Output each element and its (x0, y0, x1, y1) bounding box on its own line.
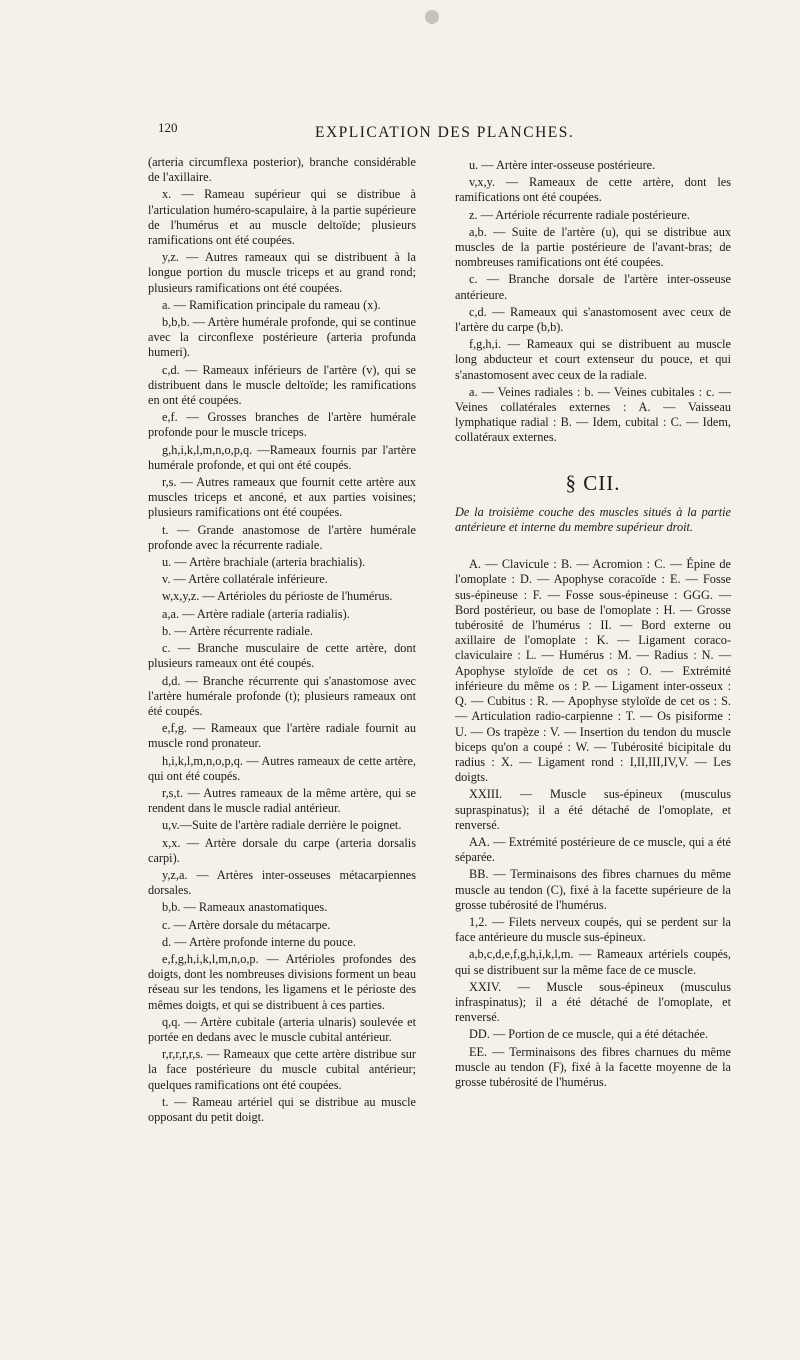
right-column (455, 158, 731, 1092)
paragraph: d,d. — Branche récurrente qui s'anastomose avec l'artère humérale profonde (t); plusieurs rameaux ont été coupés. (148, 673, 416, 718)
paragraph: AA. — Extrémité postérieure de ce muscle, qui a été séparée. (455, 834, 731, 865)
paragraph: x. — Rameau supérieur qui se distribue à l'articulation huméro-scapulaire, à la partie supérieure de l'humérus et au muscle deltoïde; plusieurs ramifications ont été coupées. (148, 187, 416, 248)
paragraph: y,z. — Autres rameaux qui se distribuent à la longue portion du muscle triceps et au grand rond; plusieurs ramifications ont été coupées. (148, 250, 416, 295)
section-caption: De la troisième couche des muscles situés à la partie antérieure et interne du membre supérieur droit. (455, 504, 731, 535)
paragraph: d. — Artère profonde interne du pouce. (162, 934, 356, 949)
paragraph: y,z,a. — Artères inter-osseuses métacarpiennes dorsales. (148, 867, 416, 898)
paragraph: w,x,y,z. — Artérioles du périoste de l'humérus. (162, 589, 393, 604)
paragraph: f,g,h,i. — Rameaux qui se distribuent au muscle long abducteur et court extenseur du pouce, et qui s'anastomosent avec ceux de la radiale. (455, 337, 731, 382)
paragraph: e,f. — Grosses branches de l'artère humérale profonde pour le muscle triceps. (148, 410, 416, 440)
paragraph: r,r,r,r,r,s. — Rameaux que cette artère distribue sur la face postérieure du muscle cubital antérieur; quelques ramifications ont été coupées. (148, 1047, 416, 1092)
paragraph: BB. — Terminaisons des fibres charnues du même muscle au tendon (C), fixé à la facette supérieure de la grosse tubérosité de l'humérus. (455, 867, 731, 912)
paragraph: v,x,y. — Rameaux de cette artère, dont les ramifications ont été coupées. (455, 175, 731, 205)
paragraph: g,h,i,k,l,m,n,o,p,q. —Rameaux fournis par l'artère humérale profonde, et qui ont été coupés. (148, 442, 416, 472)
paragraph: 1,2. — Filets nerveux coupés, qui se perdent sur la face antérieure du muscle sus-épineux. (455, 914, 731, 945)
page-number: 120 (158, 120, 178, 135)
paragraph: q,q. — Artère cubitale (arteria ulnaris) soulevée et portée en dedans avec le muscle cubital antérieur. (148, 1014, 416, 1044)
paragraph: u. — Artère inter-osseuse postérieure. (469, 158, 656, 172)
paragraph: EE. — Terminaisons des fibres charnues du même muscle au tendon (F), fixé à la facette moyenne de la grosse tubérosité de l'humérus. (455, 1044, 731, 1089)
paragraph: DD. — Portion de ce muscle, qui a été détachée. (469, 1027, 709, 1042)
paragraph: r,s,t. — Autres rameaux de la même artère, qui se rendent dans le muscle radial antérieur. (148, 785, 416, 816)
paragraph: e,f,g,h,i,k,l,m,n,o,p. — Artérioles profondes des doigts, dont les nombreuses divisions forment un beau réseau sur les tendons, les ligamens et le périoste des mêmes doigts, et qui se distribuent à ces parties. (148, 951, 416, 1012)
section-title: § CII. (565, 470, 621, 495)
paragraph: e,f,g. — Rameaux que l'artère radiale fournit au muscle rond pronateur. (148, 721, 416, 751)
paragraph: t. — Grande anastomose de l'artère humérale profonde avec la récurrente radiale. (148, 522, 416, 552)
paragraph: c. — Branche musculaire de cette artère, dont plusieurs rameaux ont été coupés. (148, 641, 416, 671)
left-column (148, 155, 416, 1127)
paragraph: a,a. — Artère radiale (arteria radialis). (162, 606, 350, 621)
paragraph: c. — Branche dorsale de l'artère inter-osseuse antérieure. (455, 272, 731, 302)
ink-smudge (425, 10, 439, 24)
paragraph: b. — Artère récurrente radiale. (162, 623, 313, 638)
paragraph: r,s. — Autres rameaux que fournit cette artère aux muscles triceps et anconé, et aux parties voisines; plusieurs ramifications ont été coupées. (148, 475, 416, 520)
running-head: EXPLICATION DES PLANCHES. (315, 124, 575, 141)
paragraph: h,i,k,l,m,n,o,p,q. — Autres rameaux de cette artère, qui ont été coupés. (148, 753, 416, 783)
paragraph: A. — Clavicule : B. — Acromion : C. — Épine de l'omoplate : D. — Apophyse coracoïde : E. — Fosse sus-épineuse : F. — Fosse sous-épineuse : GGG. — Bord postérieur, ou base de l'omoplate : H. — Grosse tubérosité de l'humérus : II. — Bord externe ou axillaire de l'omoplate : K. — Ligament coraco-claviculaire : L. — Humérus : M. — Radius : N. — Apophyse styloïde de cet os : O. — Extrémité inférieure du même os : P. — Ligament inter-osseux : Q. — Cubitus : R. — Apophyse styloïde de cet os : S. — Articulation radio-carpienne : T. — Os pisiforme : U. — Os trapèze : V. — Insertion du tendon du muscle biceps qu'on a coupé : W. — Tubérosité bicipitale du radius : X. — Ligament rond : I,II,III,IV,V. — Les doigts. (455, 557, 731, 785)
paragraph: a,b. — Suite de l'artère (u), qui se distribue aux muscles de la partie postérieure de l'avant-bras; de nombreuses ramifications ont été coupées. (455, 224, 731, 270)
paragraph: b,b. — Rameaux anastomatiques. (162, 900, 328, 915)
paragraph: t. — Rameau artériel qui se distribue au muscle opposant du petit doigt. (148, 1094, 416, 1124)
paragraph: c,d. — Rameaux qui s'anastomosent avec ceux de l'artère du carpe (b,b). (455, 304, 731, 335)
paragraph: a. — Ramification principale du rameau (x). (162, 297, 381, 312)
paragraph: XXIV. — Muscle sous-épineux (musculus infraspinatus); il a été détaché de l'omoplate, et renversé. (455, 979, 731, 1025)
paragraph: u,v.—Suite de l'artère radiale derrière le poignet. (162, 818, 402, 833)
paragraph: a,b,c,d,e,f,g,h,i,k,l,m. — Rameaux artériels coupés, qui se distribuent sur la même face de ce muscle. (455, 947, 731, 977)
paragraph: (arteria circumflexa posterior), branche considérable de l'axillaire. (148, 155, 416, 185)
paragraph: a. — Veines radiales : b. — Veines cubitales : c. — Veines collatérales externes : A. — Vaisseau lymphatique radial : B. — Idem, cubital : C. — Idem, collatéraux externes. (455, 384, 731, 445)
paragraph: v. — Artère collatérale inférieure. (162, 572, 328, 587)
paragraph: x,x. — Artère dorsale du carpe (arteria dorsalis carpi). (148, 835, 416, 865)
paragraph: u. — Artère brachiale (arteria brachialis). (162, 555, 366, 570)
paragraph: c. — Artère dorsale du métacarpe. (162, 917, 331, 932)
paragraph: c,d. — Rameaux inférieurs de l'artère (v), qui se distribuent dans le muscle deltoïde; les ramifications en ont été coupées. (148, 362, 416, 408)
paragraph: b,b,b. — Artère humérale profonde, qui se continue avec la circonflexe postérieure (arteria profunda humeri). (148, 315, 416, 360)
paragraph: XXIII. — Muscle sus-épineux (musculus supraspinatus); il a été détaché de l'omoplate, et renversé. (455, 787, 731, 832)
paragraph: z. — Artériole récurrente radiale postérieure. (469, 207, 690, 222)
